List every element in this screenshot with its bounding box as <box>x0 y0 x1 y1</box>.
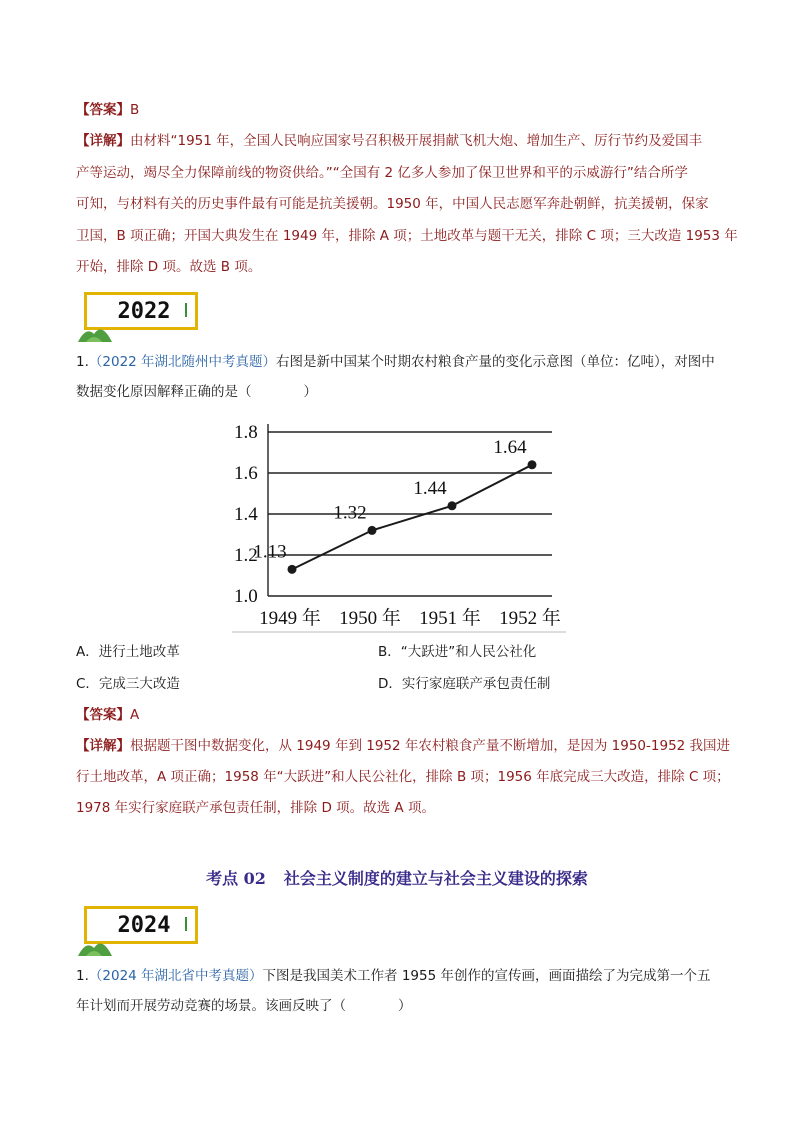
answer-label: 【答案】 <box>76 102 130 118</box>
option-d[interactable]: D．实行家庭联产承包责任制 <box>378 676 551 692</box>
option-b[interactable]: B．“大跃进”和人民公社化 <box>378 644 537 660</box>
question-text: 右图是新中国某个时期农村粮食产量的变化示意图（单位：亿吨），对图中 <box>276 354 715 370</box>
hill-icon <box>78 322 118 342</box>
detail-line: 行土地改革，A 项正确；1958 年“大跃进”和人民公社化，排除 B 项；1956 年底完成三大改造，排除 C 项； <box>76 769 730 785</box>
question-line <box>76 966 711 986</box>
answer-value: A <box>130 707 140 723</box>
y-tick-label: 1.4 <box>234 504 258 525</box>
data-label: 1.64 <box>493 436 527 458</box>
answer-line <box>76 100 139 120</box>
question-line: 数据变化原因解释正确的是（ ） <box>76 384 317 400</box>
question-text: 下图是我国美术工作者 1955 年创作的宣传画，画面描绘了为完成第一个五 <box>262 968 711 984</box>
section-code: 考点 02 <box>206 869 266 888</box>
detail-label: 【详解】 <box>76 738 130 754</box>
y-tick-label: 1.6 <box>234 463 258 484</box>
detail-line: 卫国，B 项正确；开国大典发生在 1949 年，排除 A 项；土地改革与题干无关，排除 C 项；三大改造 1953 年 <box>76 228 738 244</box>
series-line <box>292 465 532 570</box>
question-line <box>76 352 715 372</box>
detail-line: 产等运动，竭尽全力保障前线的物资供给。”“全国有 2 亿多人参加了保卫世界和平的示威游行”结合所学 <box>76 165 688 181</box>
section-heading: 社会主义制度的建立与社会主义建设的探索 <box>283 869 588 888</box>
y-tick-label: 1.8 <box>234 422 258 443</box>
grain-output-chart <box>232 412 566 634</box>
option-c[interactable]: C．完成三大改造 <box>76 676 180 692</box>
data-point <box>368 526 377 535</box>
answer-value: B <box>130 102 140 118</box>
detail-line: 可知，与材料有关的历史事件最有可能是抗美援朝。1950 年，中国人民志愿军奔赴朝鲜，抗美援朝，保家 <box>76 196 709 212</box>
question-source: （2024 年湖北省中考真题） <box>88 968 263 984</box>
detail-label: 【详解】 <box>76 133 130 149</box>
data-point <box>288 565 297 574</box>
x-tick-label: 1950 年 <box>339 608 401 629</box>
section-title <box>0 866 794 889</box>
data-point <box>448 501 457 510</box>
x-tick-label: 1949 年 <box>259 608 321 629</box>
detail-line: 【详解】根据题干图中数据变化，从 1949 年到 1952 年农村粮食产量不断增加，是因为 1950-1952 我国进 <box>76 738 731 754</box>
data-label: 1.44 <box>413 477 447 499</box>
year-badge-text: 2024 <box>117 913 171 938</box>
question-line: 年计划而开展劳动竞赛的场景。该画反映了（ ） <box>76 998 412 1014</box>
detail-line: 【详解】由材料“1951 年，全国人民响应国家号召积极开展捐献飞机大炮、增加生产、厉行节约及爱国丰 <box>76 133 703 149</box>
year-badge-2022 <box>78 292 206 344</box>
detail-line: 1978 年实行家庭联产承包责任制，排除 D 项。故选 A 项。 <box>76 800 435 816</box>
answer-label: 【答案】 <box>76 707 130 723</box>
x-tick-label: 1952 年 <box>499 608 561 629</box>
x-tick-label: 1951 年 <box>419 608 481 629</box>
answer-line <box>76 705 139 725</box>
y-tick-label: 1.0 <box>234 586 258 607</box>
hill-icon <box>78 936 118 956</box>
year-badge-2024 <box>78 906 206 958</box>
question-source: （2022 年湖北随州中考真题） <box>88 354 277 370</box>
year-badge-text: 2022 <box>117 299 171 324</box>
question-number: 1. <box>76 354 89 370</box>
question-number: 1. <box>76 968 89 984</box>
option-a[interactable]: A．进行土地改革 <box>76 644 180 660</box>
y-tick-label: 1.2 <box>234 545 258 566</box>
detail-line: 开始，排除 D 项。故选 B 项。 <box>76 259 262 275</box>
data-label: 1.32 <box>333 502 367 524</box>
data-point <box>528 460 537 469</box>
data-label: 1.13 <box>253 541 287 563</box>
